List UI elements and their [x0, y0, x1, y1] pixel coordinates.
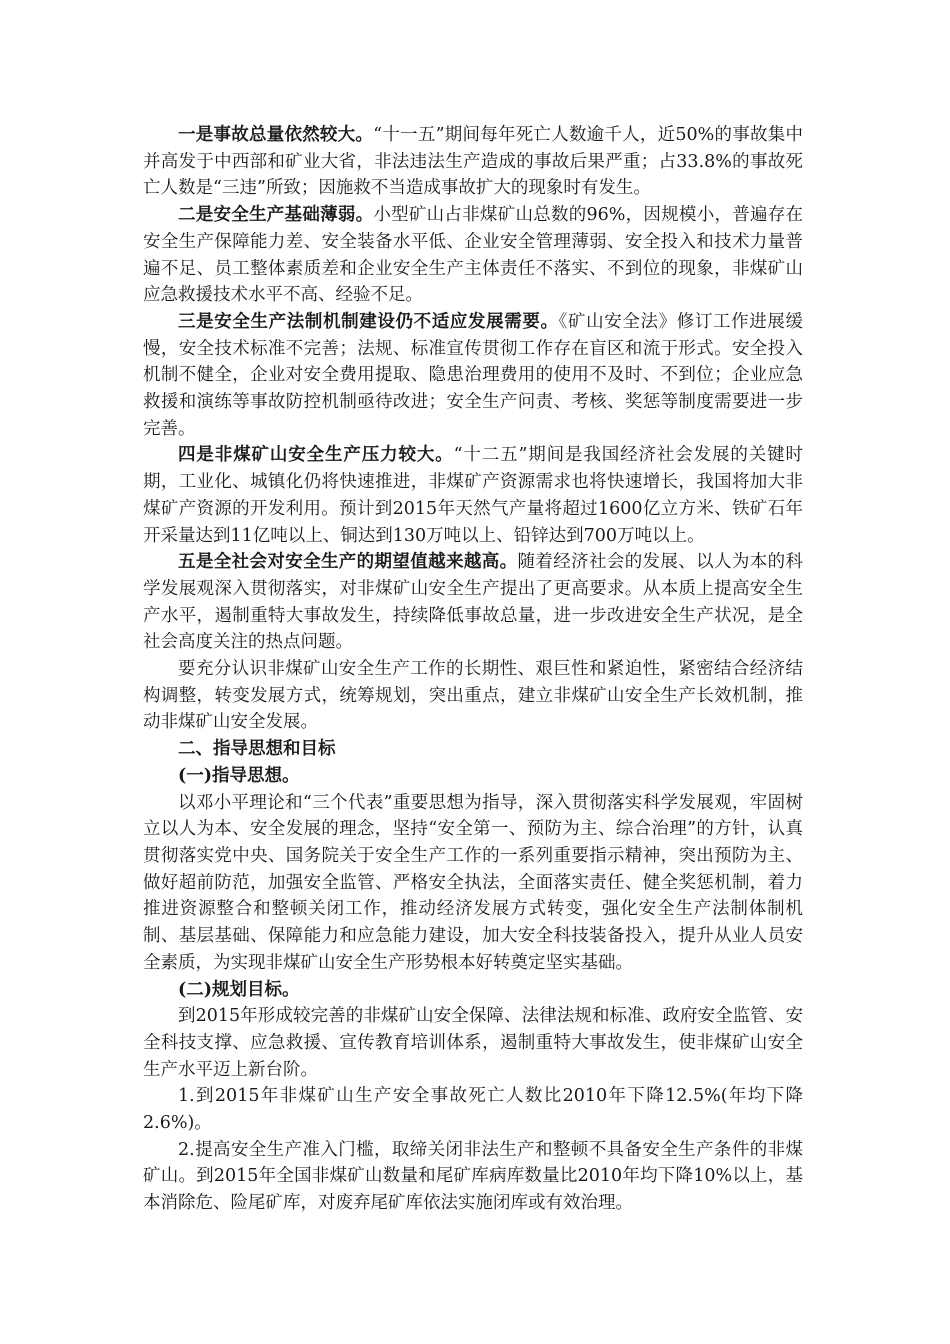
- paragraph-legal-mechanism: [143, 309, 803, 443]
- target-item-2: 2.提高安全生产准入门槛，取缔关闭非法生产和整顿不具备安全生产条件的非煤矿山。到2015年全国非煤矿山数量和尾矿库病库数量比2010年均下降10%以上，基本消除危、险尾矿库，对废弃尾矿库依法实施闭库或有效治理。: [143, 1139, 803, 1214]
- paragraph-lead: 一是事故总量依然较大。: [178, 125, 374, 145]
- target-item-1: 1.到2015年非煤矿山生产安全事故死亡人数比2010年下降12.5%(年均下降2.6%)。: [143, 1086, 803, 1134]
- subsection-heading-guiding: (一)指导思想。: [178, 765, 300, 786]
- paragraph-text: 小型矿山占非煤矿山总数的96%，因规模小，普遍存在安全生产保障能力差、安全装备水平低、企业安全管理薄弱、安全投入和技术力量普遍不足、员工整体素质差和企业安全生产主体责任不落实、不到位的现象，非煤矿山应急救援技术水平不高、经验不足。: [143, 205, 803, 306]
- subsection-heading-goals: (二)规划目标。: [178, 979, 300, 1000]
- paragraph-expectation: [143, 549, 803, 656]
- paragraph-text: “十一五”期间每年死亡人数逾千人，近50%的事故集中并高发于中西部和矿业大省，非法违法生产造成的事故后果严重；占33.8%的事故死亡人数是“三违”所致；因施救不当造成事故扩大的现象时有发生。: [143, 125, 803, 199]
- paragraph-text: 随着经济社会的发展、以人为本的科学发展观深入贯彻落实，对非煤矿山安全生产提出了更高要求。从本质上提高安全生产水平，遏制重特大事故发生，持续降低事故总量，进一步改进安全生产状况，是全社会高度关注的热点问题。: [143, 552, 803, 653]
- paragraph-text: 要充分认识非煤矿山安全生产工作的长期性、艰巨性和紧迫性，紧密结合经济结构调整，转变发展方式，统筹规划，突出重点，建立非煤矿山安全生产长效机制，推动非煤矿山安全发展。: [143, 659, 803, 733]
- document-page: [143, 122, 803, 1217]
- paragraph-guiding-thought: 以邓小平理论和“三个代表”重要思想为指导，深入贯彻落实科学发展观，牢固树立以人为本、安全发展的理念，坚持“安全第一、预防为主、综合治理”的方针，认真贯彻落实党中央、国务院关于安全生产工作的一系列重要指示精神，突出预防为主、做好超前防范，加强安全监管、严格安全执法，全面落实责任、健全奖惩机制，着力推进资源整合和整顿关闭工作，推动经济发展方式转变，强化安全生产法制体制机制、基层基础、保障能力和应急能力建设，加大安全科技装备投入，提升从业人员安全素质，为实现非煤矿山安全生产形势根本好转奠定坚实基础。: [143, 792, 803, 973]
- paragraph-lead: 四是非煤矿山安全生产压力较大。: [178, 445, 454, 466]
- paragraph-goals: 到2015年形成较完善的非煤矿山安全保障、法律法规和标准、政府安全监管、安全科技支撑、应急救援、宣传教育培训体系，遏制重特大事故发生，使非煤矿山安全生产水平迈上新台阶。: [143, 1006, 803, 1080]
- paragraph-text: 《矿山安全法》修订工作进展缓慢，安全技术标准不完善；法规、标准宣传贯彻工作存在盲区和流于形式。安全投入机制不健全，企业对安全费用提取、隐患治理费用的使用不及时、不到位；企业应急救援和演练等事故防控机制亟待改进；安全生产问责、考核、奖惩等制度需要进一步完善。: [143, 311, 803, 439]
- paragraph-pressure: [143, 442, 803, 549]
- section-heading: 二、指导思想和目标: [178, 739, 336, 760]
- paragraph-lead: 三是安全生产法制机制建设仍不适应发展需要。: [178, 311, 559, 332]
- paragraph-lead: 二是安全生产基础薄弱。: [178, 205, 374, 226]
- paragraph-accident-total: [143, 122, 803, 202]
- paragraph-text: “十二五”期间是我国经济社会发展的关键时期，工业化、城镇化仍将快速推进，非煤矿产资源需求也将快速增长，我国将加大非煤矿产资源的开发利用。预计到2015年天然气产量将超过1600亿立方米、铁矿石年开采量达到11亿吨以上、铜达到130万吨以上、铅锌达到700万吨以上。: [143, 445, 803, 546]
- paragraph-weak-foundation: [143, 202, 803, 309]
- paragraph-summary: [143, 656, 803, 736]
- paragraph-lead: 五是全社会对安全生产的期望值越来越高。: [178, 552, 518, 573]
